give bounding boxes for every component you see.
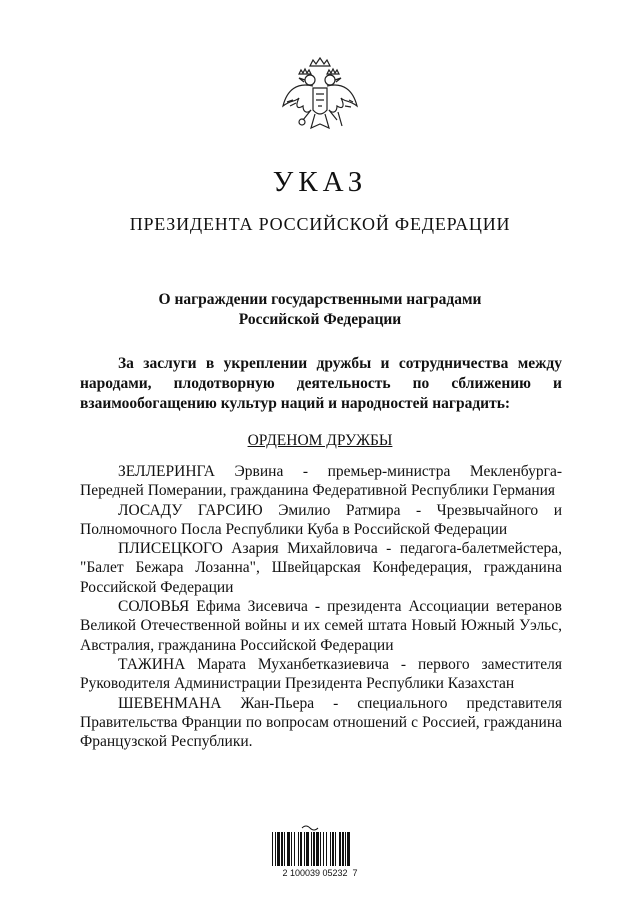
barcode-bar xyxy=(335,832,336,866)
decree-heading xyxy=(0,290,640,330)
barcode-bar xyxy=(304,832,305,866)
barcode-bar xyxy=(298,832,299,866)
barcode-bar xyxy=(345,832,346,866)
awardee-entry: ЛОСАДУ ГАРСИЮ Эмилио Ратмира - Чрезвычайного и Полномочного Посла Республики Куба в Российской Федерации xyxy=(80,501,562,538)
barcode-bar xyxy=(342,832,344,866)
barcode-bar xyxy=(275,832,276,866)
heading-line: О награждении государственными наградами xyxy=(158,291,482,308)
barcode-bar xyxy=(287,832,290,866)
order-name: ОРДЕНОМ ДРУЖБЫ xyxy=(247,432,393,449)
awardee-list xyxy=(80,462,562,751)
awardee-entry: СОЛОВЬЯ Ефима Зисевича - президента Ассоциации ветеранов Великой Отечественной войны и их семей штата Новый Южный Уэльс, Австралия, гражданина Российской Федерации xyxy=(80,598,562,654)
barcode-bar xyxy=(326,832,327,866)
barcode-bar xyxy=(311,832,312,866)
barcode-bar xyxy=(284,832,285,866)
barcode-bar xyxy=(316,832,319,866)
barcode-bar xyxy=(281,832,283,866)
barcode-bar xyxy=(272,832,273,866)
barcode-bar xyxy=(277,832,280,866)
decree-subtitle: ПРЕЗИДЕНТА РОССИЙСКОЙ ФЕДЕРАЦИИ xyxy=(129,214,511,234)
barcode-mark-icon xyxy=(302,826,318,830)
barcode-number: 2 100039 05232 7 xyxy=(282,868,358,878)
awardee-entry: ТАЖИНА Марата Муханбеткaзиевича - первого заместителя Руководителя Администрации Президента Республики Казахстан xyxy=(80,655,562,693)
barcode-bar xyxy=(339,832,341,866)
barcode-bar xyxy=(300,832,302,866)
awardee-entry: ЗЕЛЛЕРИНГА Эрвина - премьер-министра Мекленбурга-Передней Померании, гражданина Федеративной Республики Германия xyxy=(80,463,562,500)
barcode-bar xyxy=(330,832,331,866)
barcode-bar xyxy=(306,832,309,866)
barcode-bar xyxy=(294,832,295,866)
barcode-bar xyxy=(323,832,324,866)
heading-line: Российской Федерации xyxy=(238,311,402,328)
barcode-bar xyxy=(332,832,334,866)
awardee-entry: ПЛИСЕЦКОГО Азария Михайловича - педагога-балетмейстера, "Балет Бежара Лозанна", Швейцарская Конфедерация, гражданина Российской Федерации xyxy=(80,540,562,596)
barcode-bar xyxy=(320,832,321,866)
awardee-entry: ШЕВЕНМАНА Жан-Пьера - специального представителя Правительства Франции по вопросам отношений с Россией, гражданина Французской Республики. xyxy=(80,694,562,751)
barcode-bar xyxy=(313,832,315,866)
decree-title: УКАЗ xyxy=(272,166,368,198)
barcode-bar xyxy=(291,832,292,866)
decree-preamble: За заслуги в укреплении дружбы и сотрудничества между народами, плодотворную деятельность по сближению и взаимообогащению культур наций и народностей наградить: xyxy=(80,355,562,412)
barcode-bar xyxy=(347,832,350,866)
russian-coat-of-arms-icon xyxy=(277,54,363,140)
